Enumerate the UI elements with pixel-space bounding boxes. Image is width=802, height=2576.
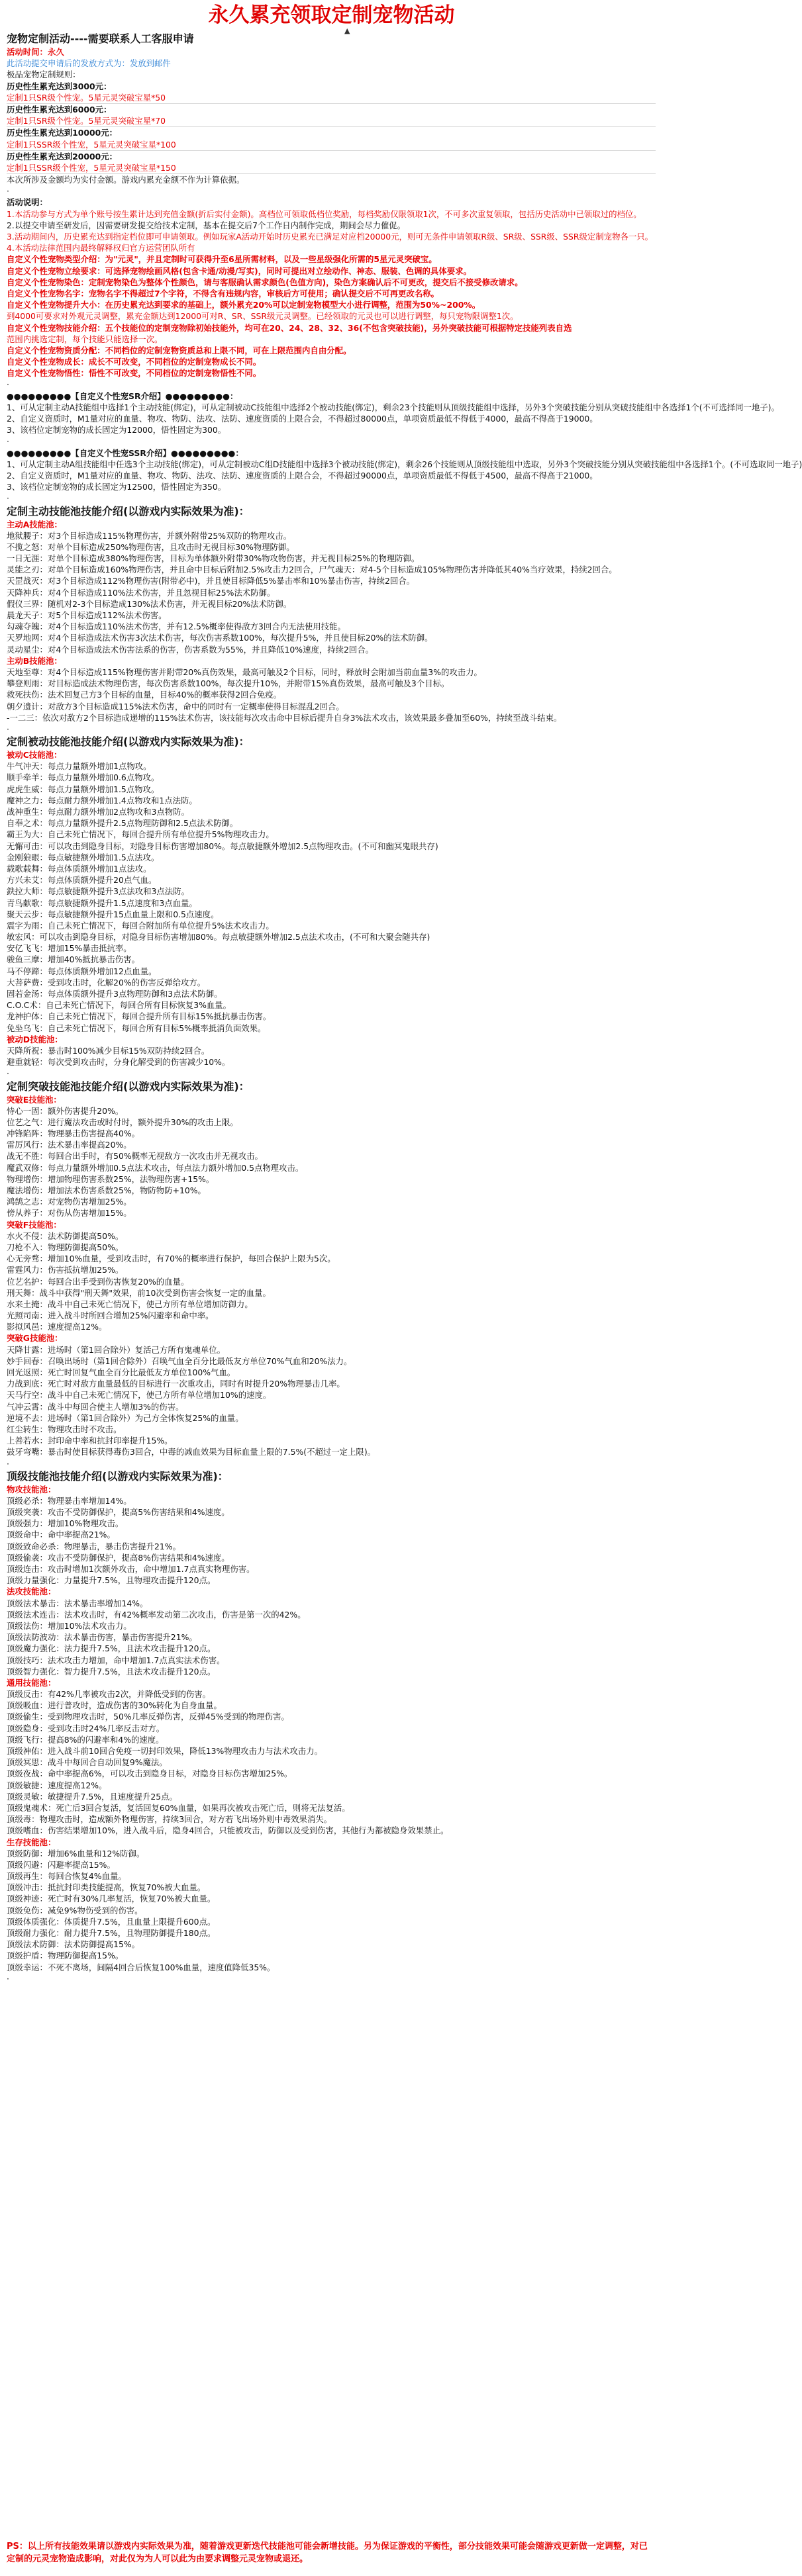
text-line: 本次所涉及金额均为实付金额。游戏内累充金额不作为计算依据。 bbox=[7, 175, 245, 185]
text-line: 自定义个性宠物类型介绍：为"元灵"，并且定制时可获得升至6星所需材料，以及一些星级强化所需的5星元灵突破宝。 bbox=[7, 254, 437, 265]
text-line: 顶级耐力强化：耐力提升7.5%，且物理防御提升180点。 bbox=[7, 1928, 216, 1938]
text-line: 青鸟献歌：每点敏捷额外提升1.5点速度和3点血量。 bbox=[7, 897, 197, 908]
text-line: 天罡战灭：对3个目标造成112%物理伤害(附带必中)，并且使目标降低5%暴击率和10%暴击伤害，持续2回合。 bbox=[7, 576, 415, 586]
rules-content bbox=[7, 32, 802, 1984]
text-line: 历史性生累充达到3000元： bbox=[7, 81, 112, 91]
cell-marker: ▲ bbox=[344, 26, 350, 35]
text-line: 顶级护盾：物理防御提高15%。 bbox=[7, 1951, 124, 1961]
text-line: 固若金汤：每点体质额外提升3点物理防御和3点法术防御。 bbox=[7, 989, 223, 999]
text-line: ●●●●●●●●●【自定义个性宠SR介绍】●●●●●●●●●： bbox=[7, 391, 238, 401]
text-line: · bbox=[7, 1458, 9, 1469]
text-line: 历史性生累充达到10000元： bbox=[7, 128, 118, 138]
text-line: 顺手牵羊：每点力量额外增加0.6点物攻。 bbox=[7, 772, 160, 783]
text-line: 顶级反击：有42%几率被攻击2次，并降低受到的伤害。 bbox=[7, 1689, 211, 1700]
text-line: 天马行空：战斗中自己未死亡情况下，使己方所有单位增加10%的速度。 bbox=[7, 1390, 272, 1401]
text-line: 顶级法伤：增加10%法术攻击力。 bbox=[7, 1620, 132, 1631]
text-line: 灵能之刃：对单个目标造成160%物理伤害，并且命中目标后附加2.5%攻击力2回合，尸气魂天：对4-5个目标造成105%物理伤害并降低其40%当疗效果，持续2回合。 bbox=[7, 565, 617, 575]
text-line: 顶级敏捷：速度提高12%。 bbox=[7, 1780, 107, 1790]
text-line: 法攻技能池： bbox=[7, 1587, 56, 1597]
text-line: 震字为雨：自己未死亡情况下，每回合附加所有单位提升5%法术攻击力。 bbox=[7, 920, 274, 931]
text-line: 灵动星尘：对4个目标造成法术伤害法系的伤害，伤害系数为55%，并且降低10%速度，持续2回合。 bbox=[7, 644, 374, 655]
text-line: C.O.C术：自己未死亡情况下，每回合所有目标恢复3%血量。 bbox=[7, 1000, 232, 1011]
text-line: 霸王为大：自己未死亡情况下，每回合提升所有单位提升5%物理攻击力。 bbox=[7, 829, 274, 840]
text-line: 救死扶伤：法术回复己方3个目标的血量，目标40%的概率获得2回合免疫。 bbox=[7, 690, 282, 700]
text-line: 不揽之怒：对单个目标造成250%物理伤害，且攻击时无视目标30%物理防御。 bbox=[7, 541, 295, 552]
text-line: 物攻技能池： bbox=[7, 1484, 56, 1495]
text-line: 顶级幸运：不死不离场，间隔4回合后恢复100%血量，速度值降低35%。 bbox=[7, 1962, 276, 1972]
text-line: 自定义个性宠物悟性：悟性不可改变，不同档位的定制宠物悟性不同。 bbox=[7, 368, 262, 379]
text-line: · bbox=[7, 1973, 9, 1984]
text-line: 活动说明： bbox=[7, 197, 48, 208]
text-line: 顶级偷袭：攻击不受防御保护，提高8%伤害结果和4%速度。 bbox=[7, 1552, 230, 1563]
text-line: 3、该档位定制宠物的成长固定为12000，悟性固定为300。 bbox=[7, 425, 226, 436]
text-line: 物理增伤：增加物理伤害系数25%，法物理伤害+15%。 bbox=[7, 1173, 215, 1184]
text-line: 顶级吸血：进行普攻时，造成伤害的30%转化为自身血量。 bbox=[7, 1700, 222, 1711]
text-line: 刑天舞：战斗中获得"刑天舞"效果，前10次受到伤害会恢复一定的血量。 bbox=[7, 1287, 271, 1298]
text-line: 顶级强力：增加10%物理攻击。 bbox=[7, 1518, 124, 1529]
text-line: ●●●●●●●●●【自定义个性宠SSR介绍】●●●●●●●●●： bbox=[7, 447, 244, 458]
text-line: 红尘转生：物理攻击时不攻击。 bbox=[7, 1424, 122, 1434]
text-line: 位艺之气：进行魔法攻击或时付时，额外提升30%的攻击上限。 bbox=[7, 1117, 238, 1127]
text-line: 雷霆风力：伤害抵抗增加25%。 bbox=[7, 1265, 124, 1275]
text-line: 顶级隐身：受到攻击时24%几率反击对方。 bbox=[7, 1723, 165, 1733]
text-line: 自定义个性宠物提升大小：在历史累充达到要求的基础上，额外累充20%可以定制宠物模型大小进行调整，范围为50%~200%。 bbox=[7, 300, 481, 310]
text-line: 心无旁骛：增加10%血量，受到攻击时，有70%的概率进行保护，每回合保护上限为5次。 bbox=[7, 1254, 336, 1264]
text-line: 1、可从定制主动A技能组中选择1个主动技能(绑定)，可从定制被动C技能组中选择2个被动技能(绑定)，剩余23个技能则从顶级技能组中选择，另外3个突破技能分别从突破技能组中各选择1个(不可选择同一地子)。 bbox=[7, 402, 779, 412]
text-line: 自定义个性宠物技能介绍：五个技能位的定制宠物除初始技能外，均可在20、24、28、32、36(不包含突破技能)，另外突破技能可根据特定技能列表自选 bbox=[7, 322, 572, 333]
text-line: 免坐乌飞：自己未死亡情况下，每回合所有目标5%概率抵消负面效果。 bbox=[7, 1023, 266, 1033]
text-line: 妙手回春：召唤出场时（第1回合除外）召唤气血全百分比最低友方单位70%气血和20%法力。 bbox=[7, 1356, 352, 1366]
text-line: 顶级魔力强化：法力提升7.5%，且法术攻击提升120点。 bbox=[7, 1643, 216, 1654]
text-line: 聚天云步：每点敏捷额外提升15点血量上限和0.5点速度。 bbox=[7, 909, 219, 919]
text-line: 顶级防御：增加6%血量和12%防御。 bbox=[7, 1848, 145, 1859]
section-heading: 定制突破技能池技能介绍(以游戏内实际效果为准)： bbox=[7, 1080, 250, 1093]
text-line: 范围内挑选定制，每个技能只能选择一次。 bbox=[7, 334, 163, 344]
text-line: 顶级技巧：法术攻击力增加，命中增加1.7点真实法术伤害。 bbox=[7, 1655, 225, 1665]
text-line: · bbox=[7, 186, 9, 197]
text-line: 魔神之力：每点耐力额外增加1.4点物攻和1点法防。 bbox=[7, 795, 197, 805]
text-line: 载歌载舞：每点体质额外增加1点法攻。 bbox=[7, 863, 152, 874]
text-line: 天降所祝：暴击时100%减少目标15%双防持续2回合。 bbox=[7, 1045, 210, 1056]
text-line: 魔武双修：每点力量额外增加0.5点法术攻击，每点法力额外增加0.5点物理攻击。 bbox=[7, 1162, 304, 1173]
text-line: 自奉之术：每点力量额外提升2.5点物理防御和2.5点法术防御。 bbox=[7, 818, 238, 829]
text-line: · bbox=[7, 723, 9, 734]
text-line: 顶级闪避：闪避率提高15%。 bbox=[7, 1859, 115, 1870]
text-line: 龙神护体：自己未死亡情况下，每回合提升所有目标15%抵抗暴击伤害。 bbox=[7, 1011, 272, 1022]
text-line: 定制1只SSR级个性宠，5星元灵突破宝星*100 bbox=[7, 139, 656, 151]
text-line: · bbox=[7, 1068, 9, 1079]
text-line: 顶级法术连击：法术攻击时，有42%概率发动第二次攻击，伤害是第一次的42%。 bbox=[7, 1609, 306, 1620]
text-line: -一二三：依次对敌方2个目标造成递增的115%法术伤害，该技能每次攻击命中目标后提升自身3%法术攻击，该效果最多叠加至60%，持续至战斗结束。 bbox=[7, 712, 562, 723]
text-line: 天降神兵：对4个目标造成110%法术伤害，并且忽视目标25%法术防御。 bbox=[7, 587, 276, 598]
text-line: 顶级偷生：受到物理攻击时，50%几率反弹伤害，反弹45%受到的物理伤害。 bbox=[7, 1712, 289, 1722]
text-line: 顶级力量强化：力量提升7.5%，且物理攻击提升120点。 bbox=[7, 1575, 216, 1586]
text-line: 天地至尊：对4个目标造成115%物理伤害并附带20%真伤效果，最高可触及2个目标，同时，释放时会附加当前血量3%的攻击力。 bbox=[7, 667, 482, 677]
text-line: 顶级神迹：死亡时有30%几率复活，恢复70%被大血量。 bbox=[7, 1894, 216, 1904]
text-line: 冲锋陷阵：物理暴击伤害提高40%。 bbox=[7, 1128, 140, 1139]
text-line: 傍从养子：对伤从伤害增加15%。 bbox=[7, 1208, 132, 1219]
text-line: 到4000可要求对外观元灵调整，累充金额达到12000可对R、SR、SSR级元灵调整。已经领取的元灵也可以进行调整，每只宠物限调整1次。 bbox=[7, 311, 519, 322]
text-line: 自定义个性宠物名字：宠物名字不得超过7个字符，不得含有违规内容，审核后方可使用；确认提交后不可再更改名称。 bbox=[7, 288, 439, 299]
text-line: 顶级必杀：物理暴击率增加14%。 bbox=[7, 1495, 132, 1506]
text-line: 鼓牙弯嘴：暴击时使目标获得毒伤3回合，中毒的减血效果为目标血量上限的7.5%(不超过一定上限)。 bbox=[7, 1447, 376, 1457]
section-heading: 顶级技能池技能介绍(以游戏内实际效果为准)： bbox=[7, 1469, 228, 1483]
text-line: 顶级灵敏：敏捷提升7.5%，且速度提升25点。 bbox=[7, 1791, 177, 1802]
text-line: 4.本活动法律范围内最终解释权归官方运营团队所有 bbox=[7, 243, 195, 253]
text-line: 顶级命中：命中率提高21%。 bbox=[7, 1530, 115, 1540]
text-line: 自定义个性宠物立绘要求：可选择宠物绘画风格(包含卡通/动漫/写实)，同时可提出对立绘动作、神态、服装、色调的具体要求。 bbox=[7, 265, 472, 276]
text-line: · bbox=[7, 493, 9, 504]
text-line: 天降甘露：进场时（第1回合除外）复活己方所有鬼魂单位。 bbox=[7, 1344, 226, 1355]
text-line: 大菩萨费：受到攻击时，化解20%的伤害反弹给攻方。 bbox=[7, 977, 206, 988]
footer-note: PS：以上所有技能效果请以游戏内实际效果为准，随着游戏更新迭代技能池可能会新增技能。另为保证游戏的平衡性，部分技能效果可能会随游戏更新做一定调整，对已定制的元灵宠物造成影响，对此仅为为人可以此为由要求调整元灵宠物或退还。 bbox=[7, 2542, 648, 2564]
text-line: 顶级神佑：进入战斗前10回合免疫一切封印效果，降低13%物理攻击力与法术攻击力。 bbox=[7, 1746, 323, 1756]
text-line: 魔法增伤：增加法术伤害系数25%，物防物防+10%。 bbox=[7, 1185, 206, 1195]
text-line: 战神重生：每点耐力额外增加2点物攻和3点物防。 bbox=[7, 807, 189, 817]
text-line: 光照司南：进入战斗时所回合增加25%闪避率和命中率。 bbox=[7, 1311, 214, 1321]
section-heading: 定制被动技能池技能介绍(以游戏内实际效果为准)： bbox=[7, 735, 250, 749]
text-line: 顶级致命必杀：物理暴击，暴击伤害提升21%。 bbox=[7, 1541, 181, 1551]
text-line: 一日无涯：对单个目标造成380%物理伤害，目标为单体额外附带30%物攻物伤害，并无视目标25%的物理防御。 bbox=[7, 553, 420, 564]
text-line: 雷厉风行：法术暴击率提高20%。 bbox=[7, 1140, 132, 1150]
text-line: 上善若水：封印命中率和抗封印率提升15%。 bbox=[7, 1436, 173, 1446]
text-line: 顶级嗜血：伤害结果增加10%，进入战斗后，隐身4回合，只能被攻击，防御以及受到伤害，其他行为都被隐身效果禁止。 bbox=[7, 1825, 449, 1836]
text-line: 2.以提交申请至研发后，因需要研发提交给技术定制，基本在提交后7个工作日内制作完成，期间会尽力催促。 bbox=[7, 220, 406, 230]
section-heading: 定制主动技能池技能介绍(以游戏内实际效果为准)： bbox=[7, 504, 250, 518]
text-line: 骏鱼三摩：增加40%抵抗暴击伤害。 bbox=[7, 954, 140, 965]
text-line: 顶级智力强化：智力提升7.5%，且法术攻击提升120点。 bbox=[7, 1666, 216, 1677]
text-line: 地狱腰子：对3个目标造成115%物理伤害，并额外附带25%双防的物理攻击。 bbox=[7, 530, 292, 541]
section-heading: 宠物定制活动----需要联系人工客服申请 bbox=[7, 32, 194, 45]
text-line: 顶级夜战：命中率提高6%，可以攻击到隐身目标，对隐身目标伤害增加25%。 bbox=[7, 1769, 293, 1779]
text-line: 顶级再生：每回合恢复4%血量。 bbox=[7, 1871, 126, 1882]
text-line: 1、可从定制主动A组技能组中任选3个主动技能(绑定)，可从定制被动C组D技能组中选择3个被动技能(绑定)，剩余26个技能则从顶级技能组中选取，另外3个突破技能分别从突破技能组中各选择1个。(不可选取同一地子) bbox=[7, 459, 802, 469]
text-line: 顶级突袭：攻击不受防御保护，提高5%伤害结果和4%速度。 bbox=[7, 1507, 230, 1518]
text-line: 定制1只SR级个性宠。5星元灵突破宝星*50 bbox=[7, 92, 656, 104]
text-line: 晨龙天子：对5个目标造成112%法术伤害。 bbox=[7, 610, 167, 620]
text-line: 水来土掩：战斗中自己未死亡情况下，使己方所有单位增加防御力。 bbox=[7, 1299, 253, 1309]
text-line: 历史性生累充达到20000元： bbox=[7, 151, 118, 161]
text-line: 水火不侵：法术防御提高50%。 bbox=[7, 1230, 124, 1241]
text-line: 突破F技能池： bbox=[7, 1219, 62, 1230]
text-line: 避重就轻：每次受到攻击时，分身化解受到的伤害减少10%。 bbox=[7, 1057, 230, 1068]
page-title: 永久累充领取定制宠物活动 bbox=[208, 3, 455, 27]
text-line: 攀登则雨：对目标造成法术物理伤害，每次伤害系数100%，每次提升10%，并附带15%真伤效果，最高可触及3个目标。 bbox=[7, 678, 450, 689]
text-line: 定制1只SR级个性宠。5星元灵突破宝星*70 bbox=[7, 115, 656, 127]
text-line: 自定义个性宠物染色：定制宠物染色为整体个性颜色，请与客服确认需求颜色(色值方向)，染色方案确认后不可更改，提交后不接受修改请求。 bbox=[7, 277, 523, 287]
text-line: 主动B技能池： bbox=[7, 655, 62, 666]
text-line: 顶级毒：物理攻击时，造成额外物理伤害，持续3回合，对方若飞出场外则中毒效果消失。 bbox=[7, 1814, 332, 1825]
text-line: 3.活动期间内，历史累充达到指定档位即可申请领取。例如玩家A活动开始时历史累充已满足对应档20000元，则可无条件申请领取R级、SR级、SSR级、SSR级定制宠物各一只。 bbox=[7, 232, 654, 242]
text-line: 被动C技能池： bbox=[7, 750, 62, 760]
text-line: 顶级连击：攻击时增加1次额外攻击，命中增加1.7点真实物理伤害。 bbox=[7, 1564, 255, 1574]
text-line: 顶级鬼魂术：死亡后3回合复活，复活回复60%血量，如果再次被攻击死亡后，则将无法复活。 bbox=[7, 1802, 350, 1813]
text-line: 虎虎生威：每点力量额外增加1.5点物攻。 bbox=[7, 784, 160, 794]
text-line: 突破E技能池： bbox=[7, 1094, 62, 1105]
text-line: 顶级法术防御：法术防御提高15%。 bbox=[7, 1939, 140, 1950]
text-line: 勾魂夺魄：对4个目标造成110%法术伤害，并有12.5%概率使得敌方3回合内无法使用技能。 bbox=[7, 621, 346, 632]
text-line: 定制1只SSR级个性宠，5星元灵突破宝星*150 bbox=[7, 162, 656, 174]
text-line: 鉄拉大师：每点敏捷额外提升3点法攻和3点法防。 bbox=[7, 886, 189, 897]
text-line: 顶级冲击：抵抗封印类技能提高，恢复70%被大血量。 bbox=[7, 1882, 206, 1893]
text-line: 顶级法术暴击：法术暴击率增加14%。 bbox=[7, 1598, 148, 1608]
text-line: 自定义个性宠物成长：成长不可改变，不同档位的定制宠物成长不同。 bbox=[7, 357, 262, 367]
text-line: 鸿鹄之志：对宠物伤害增加25%。 bbox=[7, 1197, 132, 1207]
text-line: 自定义个性宠物资质分配：不同档位的定制宠物资质总和上限不同，可在上限范围内自由分配。 bbox=[7, 345, 352, 355]
text-line: · bbox=[7, 379, 9, 390]
text-line: 牛气冲天：每点力量额外增加1点物攻。 bbox=[7, 761, 152, 772]
text-line: 马不停蹄：每点体质额外增加12点血量。 bbox=[7, 966, 157, 976]
text-line: 方兴未艾：每点体质额外提升20点气血。 bbox=[7, 875, 157, 886]
text-line: 3、该档位定制宠物的成长固定为12500，悟性固定为350。 bbox=[7, 482, 226, 492]
text-line: 影拟风邑：速度提高12%。 bbox=[7, 1322, 107, 1332]
text-line: 历史性生累充达到6000元： bbox=[7, 104, 112, 115]
text-line: 2、自定义资质时，M1量对应的血量、物攻、物防、法攻、法防、速度资质的上限合会，不得超过90000点，单项资质最低不得低于4500，最高不得高于21000。 bbox=[7, 470, 598, 481]
text-line: 被动D技能池： bbox=[7, 1034, 63, 1044]
text-line: 朝夕遗计：对敌方3个目标造成115%法术伤害，命中的同时有一定概率使得目标混乱2回合。 bbox=[7, 701, 344, 712]
text-line: 顶级免伤：减免9%物伤受到的伤害。 bbox=[7, 1905, 143, 1915]
text-line: 力战到底：死亡时对敌方血量最低的目标进行一次重攻击，同时有时提升20%物理暴击几率。 bbox=[7, 1379, 345, 1389]
text-line: 顶级冥思：战斗中每回合自动回复9%魔法。 bbox=[7, 1757, 168, 1768]
text-line: 天罗地网：对4个目标造成法术伤害3次法术伤害，每次伤害系数100%，每次提升5%，并且使目标20%的法术防御。 bbox=[7, 633, 433, 643]
text-line: 无懈可击：可以攻击到隐身目标，对隐身目标伤害增加80%。每点敏捷额外增加2.5点物理攻击。(不可和幽冥鬼眼共存) bbox=[7, 841, 438, 851]
text-line: 战无不胜：每回合出手时，有50%概率无视敌方一次攻击并无视攻击。 bbox=[7, 1151, 263, 1162]
text-line: 极品宠物定制规则： bbox=[7, 69, 81, 80]
text-line: 主动A技能池： bbox=[7, 519, 62, 529]
text-line: · bbox=[7, 436, 9, 447]
text-line: 安亿飞飞：增加15%暴击抵抗率。 bbox=[7, 943, 132, 954]
text-line: 假仪三界：随机对2-3个目标造成130%法术伤害，并无视目标20%法术防御。 bbox=[7, 598, 292, 609]
text-line: 顶级飞行：提高8%的闪避率和4%的速度。 bbox=[7, 1734, 164, 1745]
text-line: 金刚狼眼：每点敏捷额外增加1.5点法攻。 bbox=[7, 852, 160, 862]
text-line: 生存技能池： bbox=[7, 1837, 56, 1847]
text-line: 气冲云霄：战斗中每回合使主人增加3%的伤害。 bbox=[7, 1401, 184, 1412]
text-line: 突破G技能池： bbox=[7, 1333, 63, 1344]
text-line: 回光返照：死亡时回复气血全百分比最低友方单位100%气血。 bbox=[7, 1367, 236, 1377]
text-line: 顶级体质强化：体质提升7.5%，且血量上限提升600点。 bbox=[7, 1916, 216, 1927]
text-line: 1.本活动参与方式为单个账号按生累计达到充值金额(折后实付金额)。高档位可领取低档位奖励，每档奖励仅限领取1次，不可多次重复领取，包括历史活动中已领取过的档位。 bbox=[7, 208, 642, 219]
text-line: 刀枪不入：物理防御提高50%。 bbox=[7, 1242, 124, 1252]
text-line: 通用技能池： bbox=[7, 1677, 56, 1688]
text-line: 顶级法防波动：法术暴击伤害，暴击伤害提升21%。 bbox=[7, 1632, 197, 1643]
text-line: 逆境不去：进场时（第1回合除外）为己方全体恢复25%的血量。 bbox=[7, 1412, 244, 1423]
text-line: 位艺名护：每回合出手受到伤害恢复20%的血量。 bbox=[7, 1276, 189, 1287]
text-line: 活动时间：永久 bbox=[7, 47, 64, 57]
text-line: 此活动提交申请后的发放方式为：发放到邮件 bbox=[7, 58, 171, 69]
text-line: 敏宏风：可以攻击到隐身目标，对隐身目标伤害增加80%。每点敏捷额外增加2.5点法术攻击，(不可和大聚会随共存) bbox=[7, 932, 430, 943]
text-line: 2、自定义资质时，M1量对应的血量、物攻、物防、法攻、法防、速度资质的上限合会，不得超过80000点，单项资质最低不得低于4000，最高不得高于19000。 bbox=[7, 414, 598, 424]
text-line: 恃心一固：额外伤害提升20%。 bbox=[7, 1105, 124, 1116]
